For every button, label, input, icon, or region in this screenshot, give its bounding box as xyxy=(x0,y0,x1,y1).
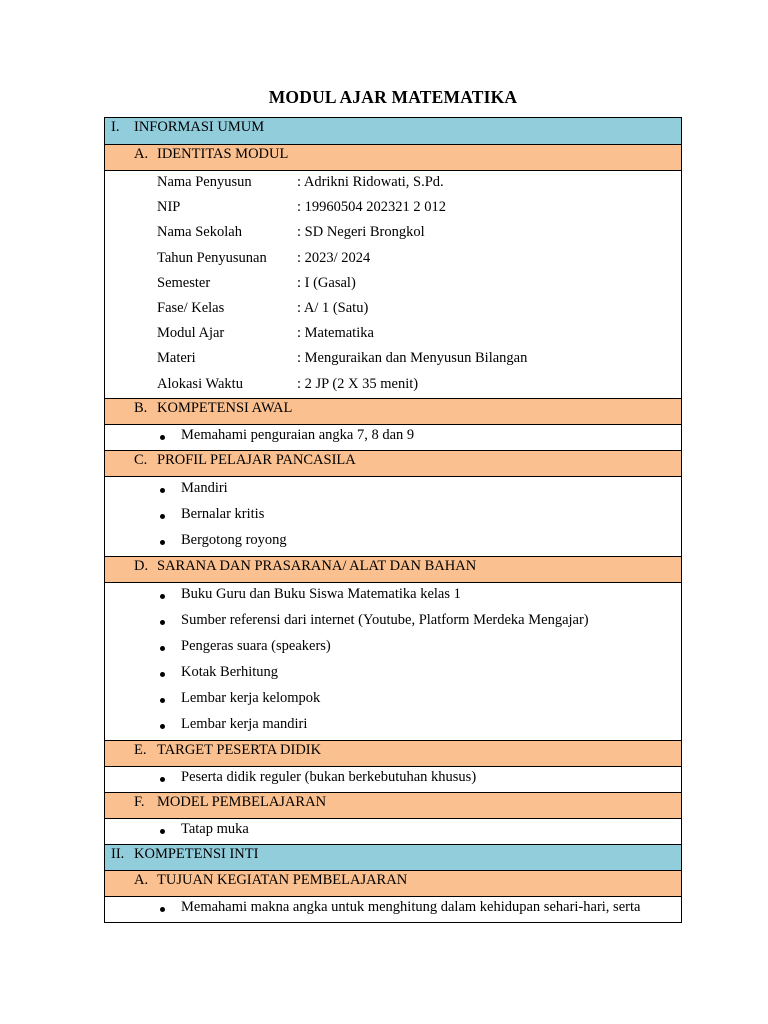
list-item-text: Mandiri xyxy=(181,480,228,496)
section-label: SARANA DAN PRASARANA/ ALAT DAN BAHAN xyxy=(157,558,477,574)
identitas-key: Materi xyxy=(157,350,196,367)
identitas-key: NIP xyxy=(157,199,181,216)
identitas-key: Semester xyxy=(157,274,211,291)
list-item-text: Memahami penguraian angka 7, 8 dan 9 xyxy=(181,427,415,443)
bullet-icon xyxy=(160,488,165,493)
identitas-list xyxy=(105,170,681,398)
identitas-value: : I (Gasal) xyxy=(297,274,356,291)
profil-list xyxy=(105,476,681,556)
identitas-row xyxy=(105,247,681,272)
list-item-text: Sumber referensi dari internet (Youtube, Platform Merdeka Mengajar) xyxy=(181,612,589,628)
identitas-row xyxy=(105,171,681,196)
identitas-row xyxy=(105,322,681,347)
document-title: MODUL AJAR MATEMATIKA xyxy=(268,87,518,107)
section-number: II. xyxy=(111,846,125,862)
section-label: TUJUAN KEGIATAN PEMBELAJARAN xyxy=(157,872,408,888)
list-item xyxy=(105,688,681,714)
identitas-row xyxy=(105,347,681,372)
identitas-value: : 19960504 202321 2 012 xyxy=(297,199,447,216)
section-number: A. xyxy=(134,872,149,888)
list-item xyxy=(105,504,681,530)
bullet-icon xyxy=(160,435,165,440)
model-list xyxy=(105,818,681,844)
module-table xyxy=(104,117,682,923)
bullet-icon xyxy=(160,907,165,912)
identitas-key: Nama Penyusun xyxy=(157,174,252,190)
tujuan-list xyxy=(105,896,681,922)
list-item xyxy=(105,636,681,662)
section-number: A. xyxy=(134,146,149,162)
list-item-text: Lembar kerja kelompok xyxy=(181,690,321,706)
section-tujuan-kegiatan xyxy=(105,870,681,896)
bullet-icon xyxy=(160,724,165,729)
section-kompetensi-awal xyxy=(105,398,681,424)
identitas-key: Nama Sekolah xyxy=(157,224,242,241)
bullet-icon xyxy=(160,646,165,651)
list-item xyxy=(105,530,681,556)
identitas-value: : Menguraikan dan Menyusun Bilangan xyxy=(297,350,528,367)
identitas-row xyxy=(105,373,681,398)
list-item-text: Bergotong royong xyxy=(181,532,287,548)
section-label: INFORMASI UMUM xyxy=(134,119,265,135)
list-item xyxy=(105,662,681,688)
list-item xyxy=(105,897,681,923)
identitas-value: : Matematika xyxy=(297,325,374,342)
list-item xyxy=(105,819,681,845)
section-profil-pelajar xyxy=(105,450,681,476)
list-item xyxy=(105,767,681,793)
identitas-value: : SD Negeri Brongkol xyxy=(297,224,425,241)
identitas-value: : A/ 1 (Satu) xyxy=(297,299,369,316)
section-target-peserta xyxy=(105,740,681,766)
section-number: D. xyxy=(134,558,149,574)
identitas-row xyxy=(105,221,681,246)
identitas-key: Modul Ajar xyxy=(157,325,225,342)
bullet-icon xyxy=(160,698,165,703)
section-label: TARGET PESERTA DIDIK xyxy=(157,742,322,758)
identitas-row xyxy=(105,272,681,297)
identitas-key: Alokasi Waktu xyxy=(157,375,243,392)
bullet-icon xyxy=(160,594,165,599)
section-number: E. xyxy=(134,742,147,758)
section-label: KOMPETENSI AWAL xyxy=(157,400,293,416)
identitas-key: Fase/ Kelas xyxy=(157,299,225,316)
bullet-icon xyxy=(160,777,165,782)
section-number: B. xyxy=(134,400,148,416)
bullet-icon xyxy=(160,829,165,834)
list-item-text: Tatap muka xyxy=(181,821,249,837)
sarana-list xyxy=(105,582,681,740)
identitas-value: : Adrikni Ridowati, S.Pd. xyxy=(297,174,444,190)
section-label: IDENTITAS MODUL xyxy=(157,146,289,162)
section-label: KOMPETENSI INTI xyxy=(134,846,259,862)
list-item xyxy=(105,584,681,610)
identitas-row xyxy=(105,297,681,322)
list-item xyxy=(105,610,681,636)
kompetensi-awal-list xyxy=(105,424,681,450)
identitas-value: : 2 JP (2 X 35 menit) xyxy=(297,375,419,392)
list-item xyxy=(105,714,681,740)
section-label: MODEL PEMBELAJARAN xyxy=(157,794,327,810)
section-sarana-prasarana xyxy=(105,556,681,582)
section-number: I. xyxy=(111,119,120,135)
target-list xyxy=(105,766,681,792)
list-item-text: Kotak Berhitung xyxy=(181,664,279,680)
identitas-key: Tahun Penyusunan xyxy=(157,249,267,266)
list-item-text: Buku Guru dan Buku Siswa Matematika kelas 1 xyxy=(181,586,461,602)
bullet-icon xyxy=(160,514,165,519)
section-number: F. xyxy=(134,794,145,810)
list-item-text: Peserta didik reguler (bukan berkebutuhan khusus) xyxy=(181,769,477,785)
list-item-text: Lembar kerja mandiri xyxy=(181,716,308,732)
section-number: C. xyxy=(134,452,148,468)
identitas-value: : 2023/ 2024 xyxy=(297,249,371,266)
section-kompetensi-inti xyxy=(105,844,681,870)
section-model-pembelajaran xyxy=(105,792,681,818)
list-item xyxy=(105,478,681,504)
section-identitas-modul xyxy=(105,144,681,170)
list-item-text: Memahami makna angka untuk menghitung dalam kehidupan sehari-hari, serta xyxy=(181,899,641,915)
list-item xyxy=(105,425,681,451)
list-item-text: Bernalar kritis xyxy=(181,506,265,522)
bullet-icon xyxy=(160,620,165,625)
section-informasi-umum xyxy=(105,118,681,144)
bullet-icon xyxy=(160,540,165,545)
section-label: PROFIL PELAJAR PANCASILA xyxy=(157,452,356,468)
list-item-text: Pengeras suara (speakers) xyxy=(181,638,331,654)
bullet-icon xyxy=(160,672,165,677)
identitas-row xyxy=(105,196,681,221)
